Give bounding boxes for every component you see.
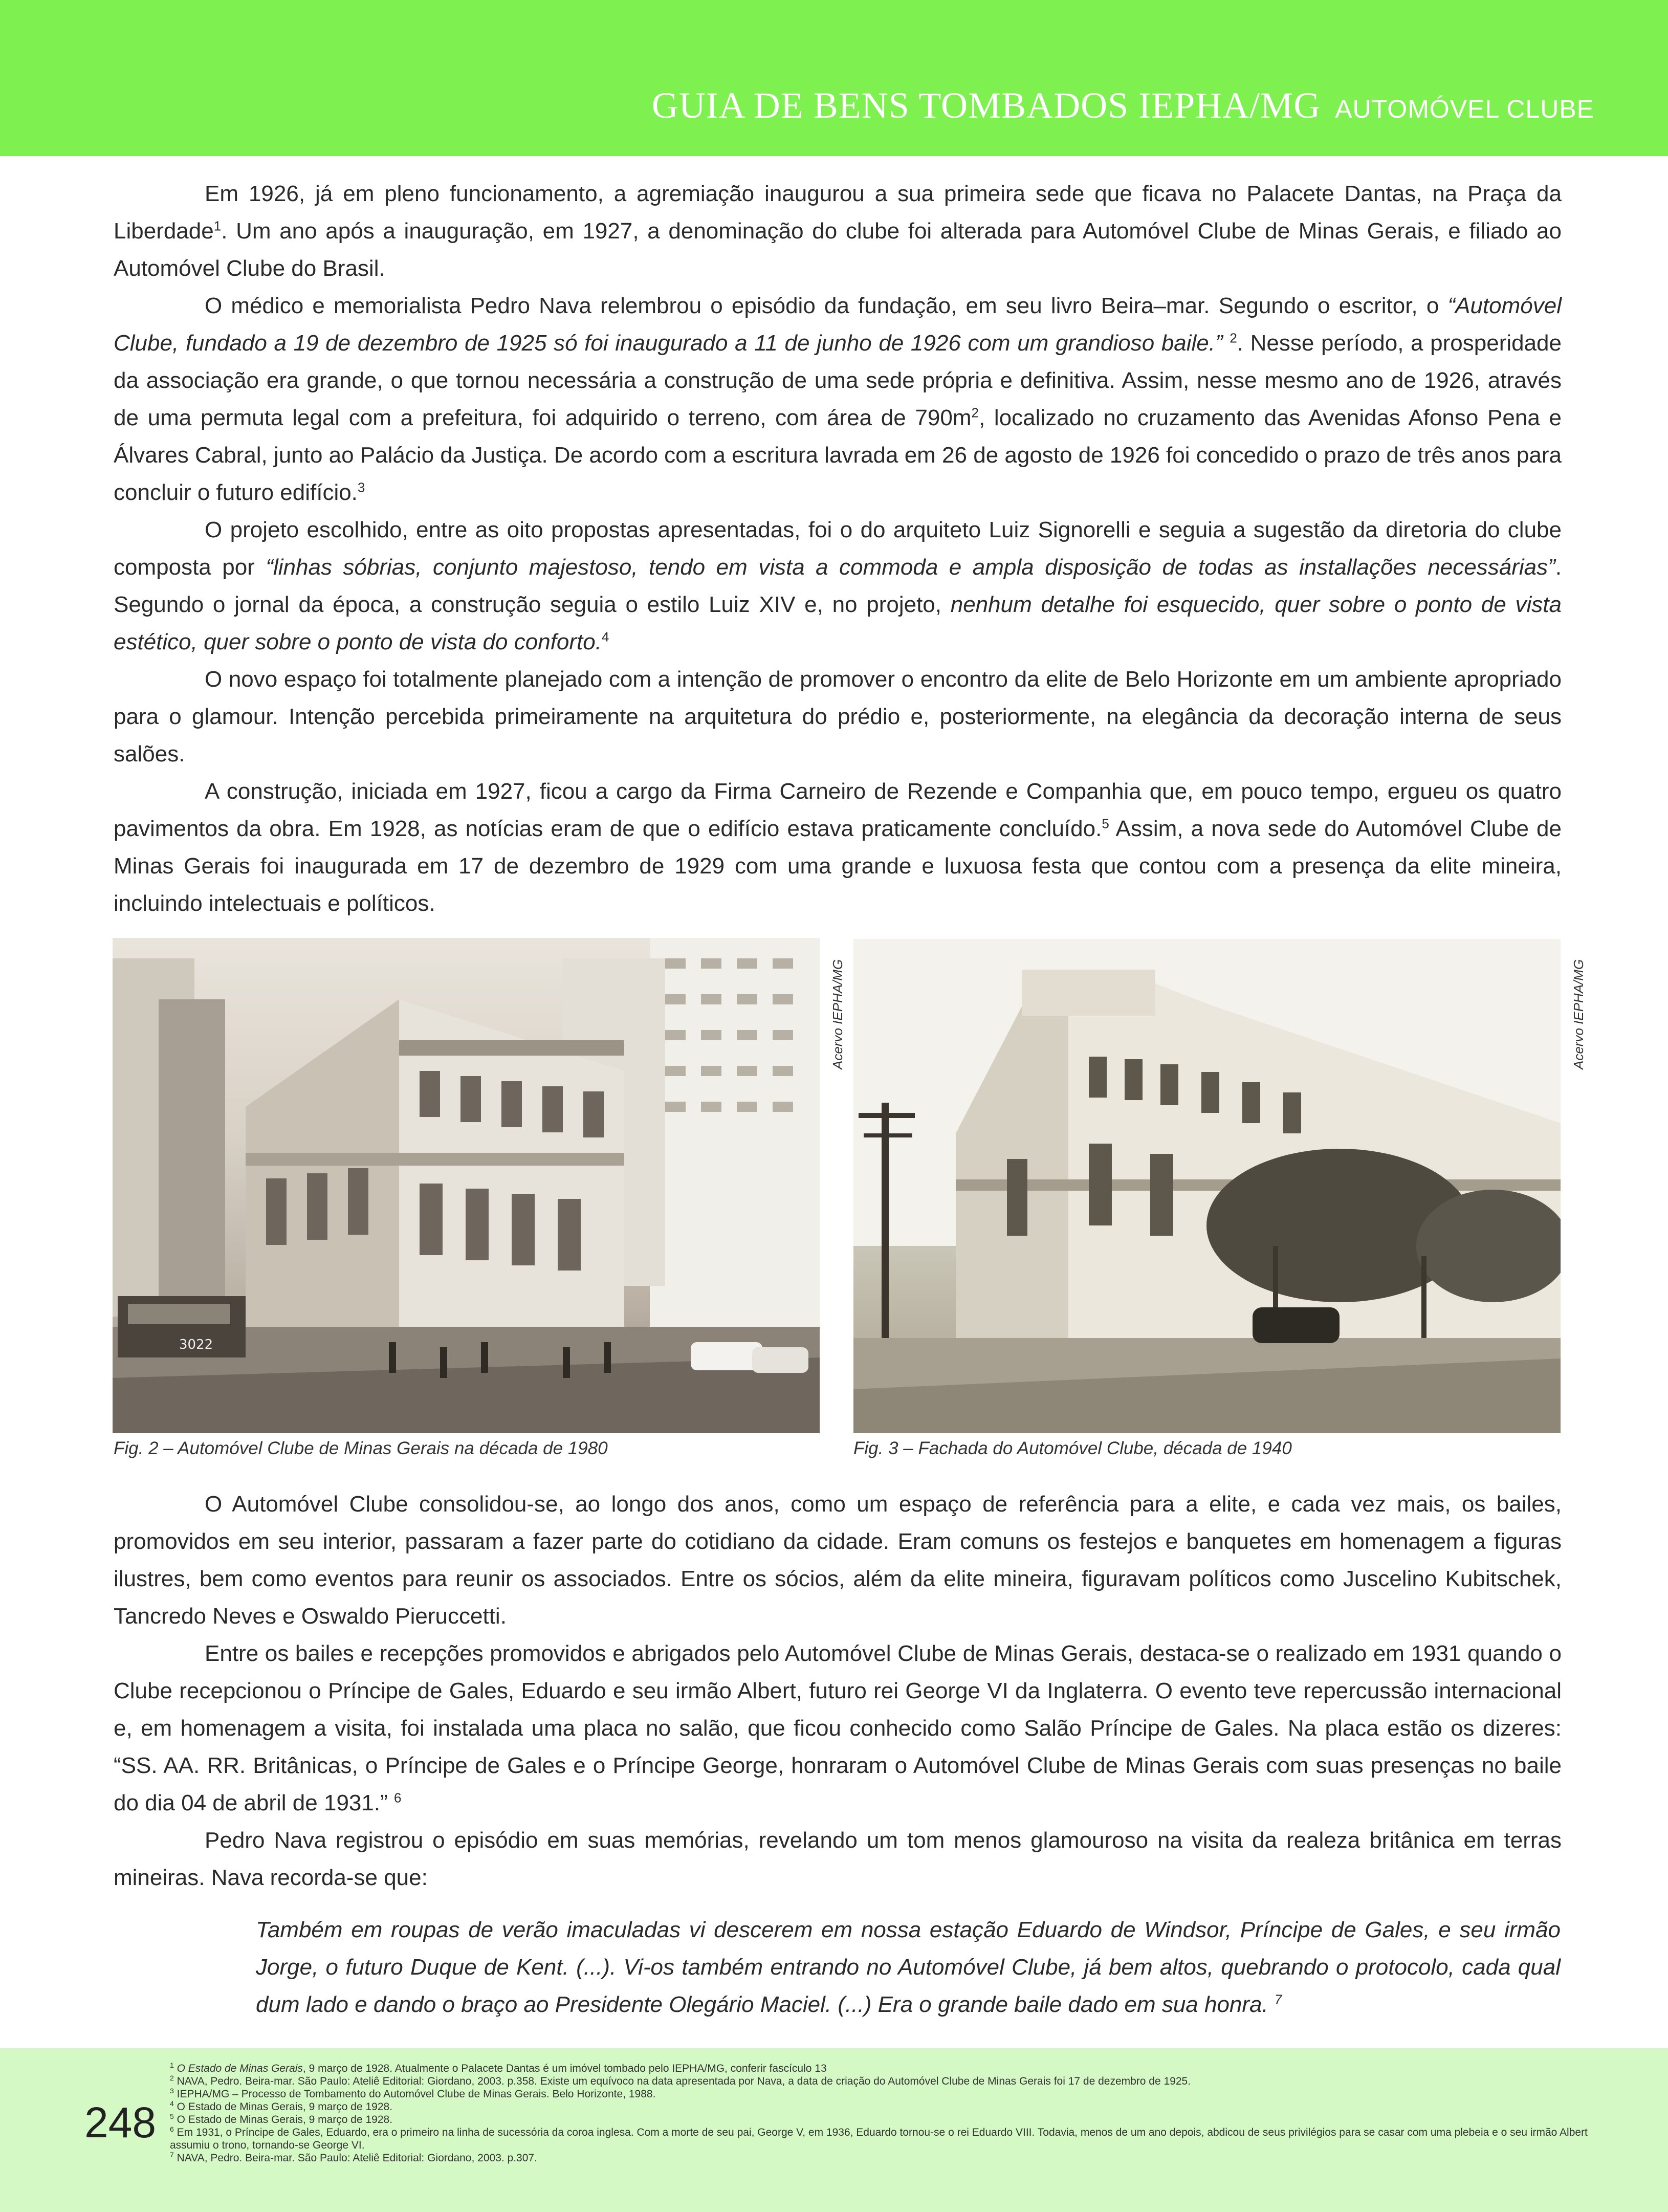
body-text-top <box>114 175 1562 922</box>
footnote <box>170 2062 1603 2075</box>
text: Assim, a nova sede do Automóvel Clube de Minas Gerais foi inaugurada em 17 de dezembro de 1929 com uma grande e luxuosa festa que contou com a presença da elite mineira, incluindo intelectuais e políticos. <box>114 816 1562 916</box>
paragraph <box>114 1635 1562 1822</box>
footnote <box>170 2088 1603 2100</box>
figure-caption: Fig. 3 – Fachada do Automóvel Clube, década de 1940 <box>853 1438 1292 1458</box>
footnote-ref: 1 <box>213 218 222 234</box>
photo-drawing <box>853 939 1561 1433</box>
text: Entre os bailes e recepções promovidos e abrigados pelo Automóvel Clube de Minas Gerais, destaca-se o realizado em 1931 quando o Clube recepcionou o Príncipe de Gales, Eduardo e seu irmão Albert, futuro rei George VI da Inglaterra. O evento teve repercussão internacional e, em homenagem a visita, foi instalada uma placa no salão, que ficou conhecido como Salão Príncipe de Gales. Na placa estão os dizeres: “SS. AA. RR. Britânicas, o Príncipe de Gales e o Príncipe George, honraram o Automóvel Clube de Minas Gerais com suas presenças no baile do dia 04 de abril de 1931.” <box>114 1641 1562 1815</box>
footnote-ref: 5 <box>1102 816 1109 831</box>
footnote <box>170 2126 1603 2152</box>
body-text-bottom <box>114 1485 1562 1896</box>
footnote-text: NAVA, Pedro. Beira-mar. São Paulo: Ateliê Editorial: Giordano, 2003. p.358. Existe um equívoco na data apresentada por Nava, a data de criação do Automóvel Clube de Minas Gerais foi 17 de dezembro de 1925. <box>177 2075 1191 2087</box>
header-bar <box>0 0 1668 156</box>
footnote-ref: 4 <box>601 629 609 645</box>
footnote-ref: 7 <box>1275 1991 1282 2007</box>
footnote-number: 7 <box>170 2151 174 2159</box>
header-title <box>652 84 1594 127</box>
text: , localizado no cruzamento das Avenidas Afonso Pena e Álvares Cabral, junto ao Palácio da Justiça. De acordo com a escritura lavrada em 26 de agosto de 1926 foi concedido o prazo de três anos para concluir o futuro edifício. <box>114 405 1562 505</box>
footnote <box>170 2113 1603 2126</box>
photo-drawing <box>113 938 820 1433</box>
paragraph: O Automóvel Clube consolidou-se, ao longo dos anos, como um espaço de referência para a elite, e cada vez mais, os bailes, promovidos em seu interior, passaram a fazer parte do cotidiano da cidade. Eram comuns os festejos e banquetes em homenagem a figuras ilustres, bem como eventos para reunir os associados. Entre os sócios, além da elite mineira, figuravam políticos como Juscelino Kubitschek, Tancredo Neves e Oswaldo Pieruccetti. <box>114 1492 1562 1629</box>
text: O médico e memorialista Pedro Nava relembrou o episódio da fundação, em seu livro Beira–mar. Segundo o escritor, o <box>205 293 1448 318</box>
footnote-number: 2 <box>170 2074 174 2082</box>
paragraph <box>114 175 1562 287</box>
footnote <box>170 2152 1603 2164</box>
footnote-text: IEPHA/MG – Processo de Tombamento do Automóvel Clube de Minas Gerais. Belo Horizonte, 1988. <box>177 2088 656 2100</box>
footnote-text: O Estado de Minas Gerais, 9 março de 1928. <box>177 2114 393 2126</box>
page-number: 248 <box>84 2098 157 2147</box>
block-quote <box>256 1911 1561 2023</box>
footnote-ref: 2 <box>1230 330 1237 346</box>
footnotes <box>170 2062 1603 2164</box>
footnote-number: 6 <box>170 2125 174 2133</box>
photo-fig3-facade-1940s <box>853 939 1561 1433</box>
paragraph: Pedro Nava registrou o episódio em suas memórias, revelando um tom menos glamouroso na visita da realeza britânica em terras mineiras. Nava recorda-se que: <box>114 1828 1562 1890</box>
footnote <box>170 2075 1603 2088</box>
quote-text: Também em roupas de verão imaculadas vi descerem em nossa estação Eduardo de Windsor, Príncipe de Gales, e seu irmão Jorge, o futuro Duque de Kent. (...). Vi-os também entrando no Automóvel Clube, já bem altos, quebrando o protocolo, cada qual dum lado e dando o braço ao Presidente Olegário Maciel. (...) Era o grande baile dado em sua honra. <box>256 1917 1561 2017</box>
text: Em 1926, já em pleno funcionamento, a agremiação inaugurou a sua primeira sede que ficava no Palacete Dantas, na Praça da Liberdade <box>114 181 1562 244</box>
footnote-source: O Estado de Minas Gerais <box>177 2063 303 2074</box>
bus-number: 3022 <box>179 1337 213 1352</box>
quote-text: “linhas sóbrias, conjunto majestoso, tendo em vista a commoda e ampla disposição de todas as installações necessárias” <box>266 555 1555 580</box>
footnote-ref: 6 <box>393 1790 402 1806</box>
footnote-ref: 3 <box>357 479 365 495</box>
section-title: AUTOMÓVEL CLUBE <box>1335 95 1594 123</box>
footnote-number: 5 <box>170 2112 174 2120</box>
footnote-text: NAVA, Pedro. Beira-mar. São Paulo: Ateliê Editorial: Giordano, 2003. p.307. <box>177 2152 537 2164</box>
footnote-text: , 9 março de 1928. Atualmente o Palacete Dantas é um imóvel tombado pelo IEPHA/MG, conferir fascículo 13 <box>302 2063 827 2074</box>
footnote-number: 1 <box>170 2061 174 2069</box>
photo-credit: Acervo IEPHA/MG <box>830 959 845 1069</box>
paragraph <box>114 773 1562 922</box>
photo-fig2-club-1980s <box>113 938 820 1433</box>
guide-title: GUIA DE BENS TOMBADOS IEPHA/MG <box>651 85 1321 126</box>
paragraph <box>114 511 1562 661</box>
italic-text: nenhum detalhe foi esquecido, quer sobre o ponto de vista estético, quer sobre o ponto de vista do conforto. <box>114 592 1562 654</box>
footnote-number: 4 <box>170 2099 174 2108</box>
quote-text: “Automóvel Clube, fundado a 19 de dezembro de 1925 só foi inaugurado a 11 de junho de 1926 com um grandioso baile.” <box>114 293 1562 356</box>
text: . Segundo o jornal da época, a construção seguia o estilo Luiz XIV e, no projeto, <box>114 555 1562 617</box>
text: A construção, iniciada em 1927, ficou a cargo da Firma Carneiro de Rezende e Companhia que, em pouco tempo, ergueu os quatro pavimentos da obra. Em 1928, as notícias eram de que o edifício estava praticamente concluído. <box>114 779 1562 841</box>
footnote <box>170 2100 1603 2113</box>
photo-credit: Acervo IEPHA/MG <box>1571 959 1586 1069</box>
footnote-number: 3 <box>170 2087 174 2095</box>
text: . Um ano após a inauguração, em 1927, a denominação do clube foi alterada para Automóvel Clube de Minas Gerais, e filiado ao Automóvel Clube do Brasil. <box>114 218 1562 281</box>
footnote-text: Em 1931, o Príncipe de Gales, Eduardo, era o primeiro na linha de sucessória da coroa inglesa. Com a morte de seu pai, George V, em 1936, Eduardo tornou-se o rei Eduardo VIII. Todavia, menos de um ano depois, abdicou de seus privilégios para se casar com uma plebeia e o seu irmão Albert assumiu o trono, tornando-se George VI. <box>170 2127 1588 2151</box>
paragraph: O novo espaço foi totalmente planejado com a intenção de promover o encontro da elite de Belo Horizonte em um ambiente apropriado para o glamour. Intenção percebida primeiramente na arquitetura do prédio e, posteriormente, na elegância da decoração interna de seus salões. <box>114 667 1562 766</box>
text: O projeto escolhido, entre as oito propostas apresentadas, foi o do arquiteto Luiz Signorelli e seguia a sugestão da diretoria do clube composta por <box>114 517 1562 580</box>
figure-caption: Fig. 2 – Automóvel Clube de Minas Gerais na década de 1980 <box>114 1438 608 1458</box>
superscript: 2 <box>971 405 979 421</box>
footnote-text: O Estado de Minas Gerais, 9 março de 1928. <box>177 2101 393 2113</box>
paragraph <box>114 287 1562 511</box>
text: . Nesse período, a prosperidade da associação era grande, o que tornou necessária a construção de uma sede própria e definitiva. Assim, nesse mesmo ano de 1926, através de uma permuta legal com a prefeitura, foi adquirido o terreno, com área de 790m <box>114 331 1562 430</box>
